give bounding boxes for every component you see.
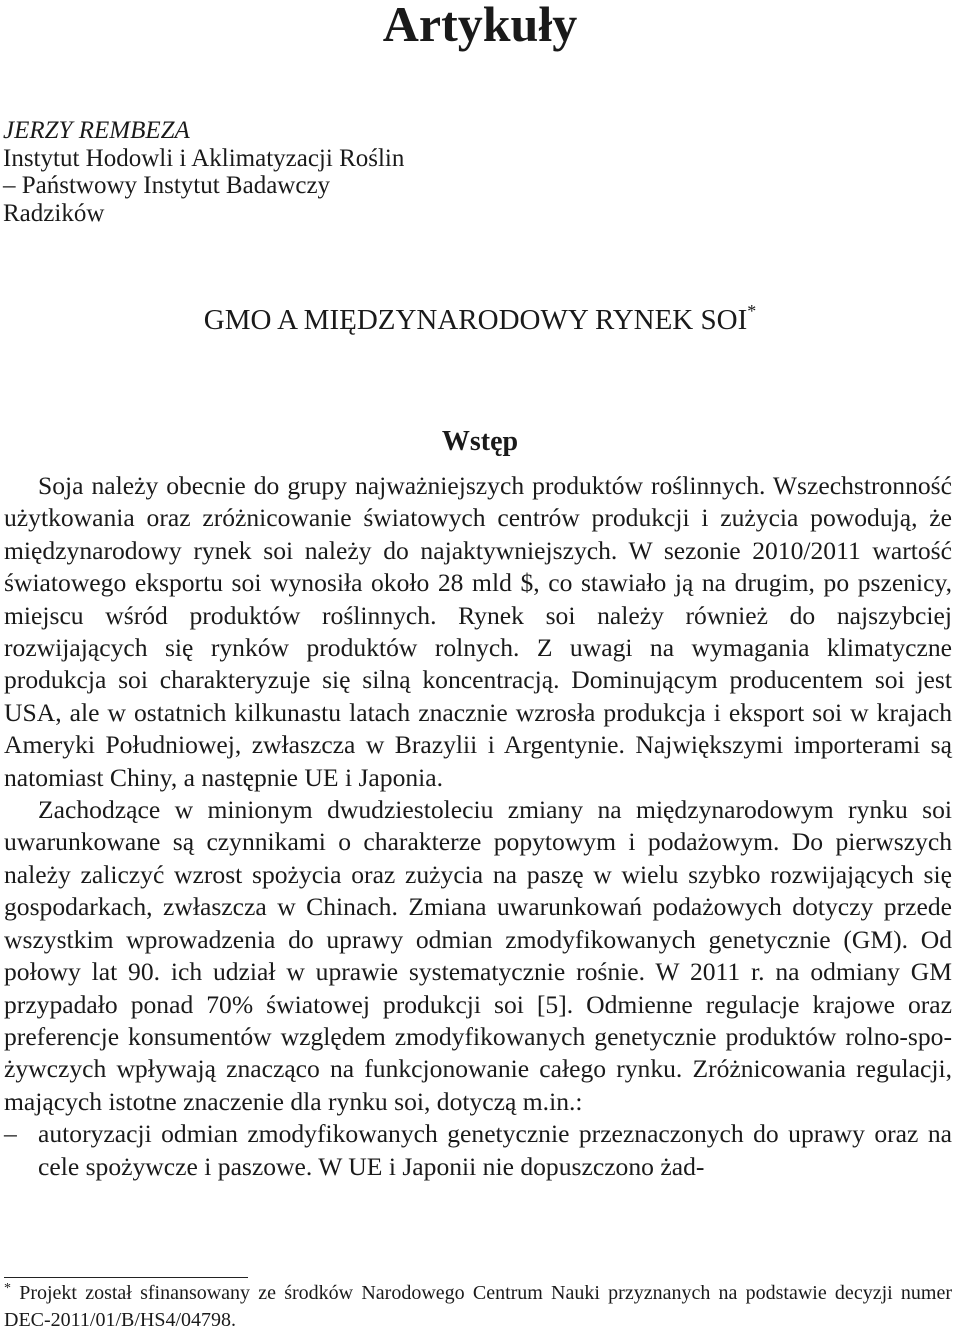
- footnote-marker: *: [4, 1281, 11, 1296]
- body-paragraph: Zachodzące w minionym dwudziestoleciu zmiany na międzynarodowym rynku soi uwarunkowane są czynnikami o charakterze popytowym i podażowym. Do pierwszych należy zaliczyć wzrost spożycia oraz zużycia na paszę w wielu szybko rozwijających się gospodarkach, zwłaszcza w Chinach. Zmiana uwarunkowań podażowych dotyczy przede wszystkim wprowadzenia do uprawy odmian zmodyfikowanych genetycznie (GM). Od połowy lat 90. ich udział w uprawie systematycznie rośnie. W 2011 r. na odmiany GM przypadało ponad 70% światowej produkcji soi [5]. Odmienne regulacje krajowe oraz preferencje konsumentów względem zmodyfikowanych genetycznie produktów rolno-spożywczych wpływają znacząco na funkcjonowanie całego rynku. Zróżnicowania regulacji, mających istotne znaczenie dla rynku soi, dotyczą m.in.:: [4, 795, 952, 1116]
- footnote-divider: [4, 1277, 248, 1278]
- author-name: JERZY REMBEZA: [3, 117, 190, 144]
- author-affiliation-line: Radzików: [3, 199, 105, 227]
- list-dash: –: [4, 1119, 17, 1149]
- article-body: [4, 470, 952, 1183]
- body-paragraph: Soja należy obecnie do grupy najważniejszych produktów roślinnych. Wszechstronność użytkowania oraz zróżnicowanie światowych centrów produkcji i zużycia powodują, że międzynarodowy rynek soi należy do najaktywniejszych. W sezonie 2010/2011 wartość światowego eksportu soi wynosiła około 28 mld $, co stawiało ją na drugim, po pszenicy, miejscu wśród produktów roślinnych. Rynek soi należy również do najszybciej rozwijających się rynków produktów rolnych. Z uwagi na wymagania klimatyczne produkcja soi charakteryzuje się silną koncentracją. Dominującym producentem soi jest USA, ale w ostatnich kilkunastu latach znacznie wzrosła produkcja i eksport soi w krajach Ameryki Południowej, zwłaszcza w Brazylii i Argentynie. Największymi importerami są natomiast Chiny, a następnie UE i Japonia.: [4, 471, 952, 792]
- section-title: [0, 0, 960, 54]
- article-title-text: GMO A MIĘDZYNARODOWY RYNEK SOI: [203, 304, 748, 336]
- section-title-text: Artykuły: [382, 0, 578, 52]
- list-item: [4, 1118, 952, 1183]
- author-affiliation-line: Instytut Hodowli i Aklimatyzacji Roślin: [3, 144, 405, 172]
- list-item-text: autoryzacji odmian zmodyfikowanych genetycznie przeznaczonych do uprawy oraz na cele spożywcze i paszowe. W UE i Japonii nie dopuszczono żad-: [38, 1119, 952, 1181]
- intro-heading: Wstęp: [441, 426, 519, 457]
- author-affiliation-line: – Państwowy Instytut Badawczy: [3, 172, 331, 199]
- article-title: [0, 302, 960, 338]
- footnote: [4, 1280, 952, 1334]
- footnote-text: Projekt został sfinansowany ze środków Narodowego Centrum Nauki przyznanych na podstawie decyzji numer DEC-2011/01/B/HS4/04798.: [4, 1282, 952, 1331]
- article-title-footnote-marker: *: [747, 301, 757, 321]
- author-block: [3, 117, 404, 227]
